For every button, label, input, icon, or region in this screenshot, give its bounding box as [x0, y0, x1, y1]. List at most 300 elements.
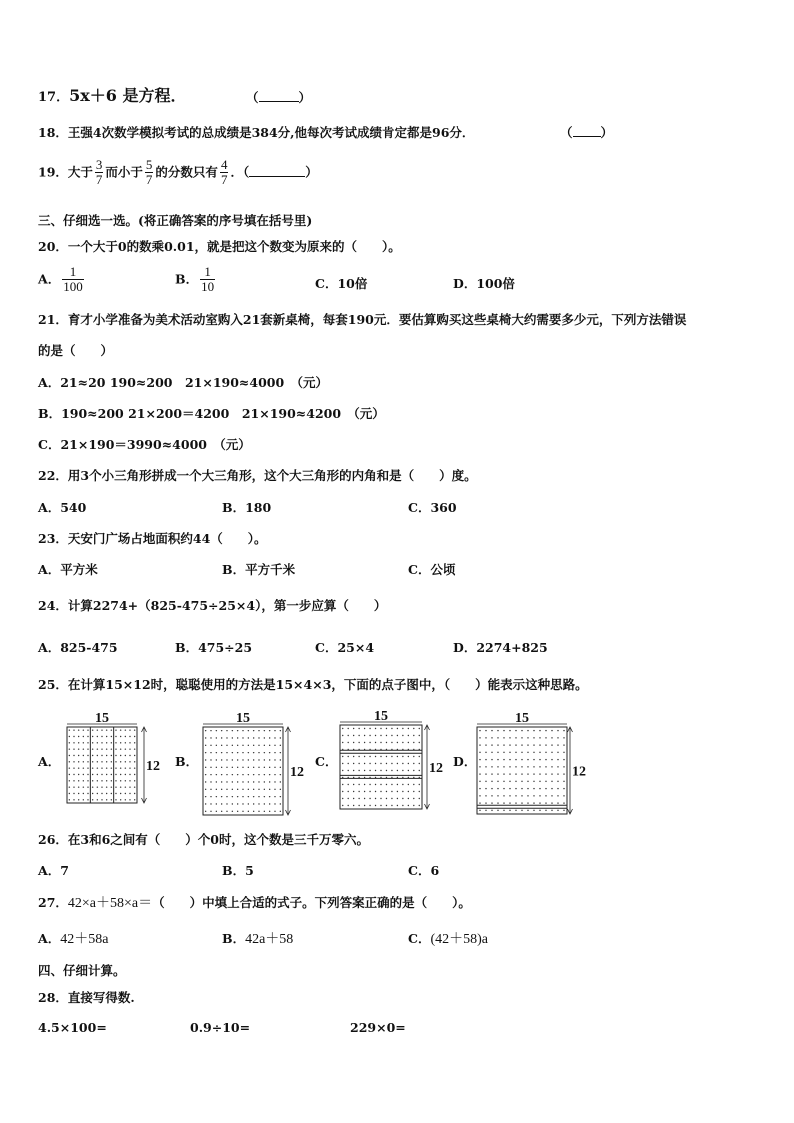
- dot: [106, 748, 107, 749]
- dot: [73, 755, 74, 756]
- dot: [129, 780, 130, 781]
- dot: [69, 729, 70, 730]
- dot: [87, 761, 88, 762]
- dot: [205, 745, 206, 746]
- dot: [237, 811, 238, 812]
- dot: [545, 766, 546, 767]
- dot: [545, 730, 546, 731]
- dot: [221, 811, 222, 812]
- dot: [134, 736, 135, 737]
- dot: [386, 798, 387, 799]
- dot: [258, 774, 259, 775]
- dot: [216, 767, 217, 768]
- dot: [205, 774, 206, 775]
- dot: [83, 729, 84, 730]
- dot: [533, 795, 534, 796]
- dot: [111, 761, 112, 762]
- dot: [248, 789, 249, 790]
- dot: [78, 767, 79, 768]
- dot: [264, 803, 265, 804]
- dot: [258, 737, 259, 738]
- dot: [391, 728, 392, 729]
- dot: [125, 786, 126, 787]
- dot: [380, 784, 381, 785]
- dot: [497, 766, 498, 767]
- dot: [391, 763, 392, 764]
- dot: [83, 799, 84, 800]
- q23-option-c[interactable]: C．公顷: [408, 562, 456, 577]
- dot: [545, 788, 546, 789]
- dot: [221, 796, 222, 797]
- dot: [106, 736, 107, 737]
- dot: [258, 796, 259, 797]
- dot: [106, 780, 107, 781]
- dot: [402, 728, 403, 729]
- dot: [391, 798, 392, 799]
- dot: [216, 745, 217, 746]
- dot: [533, 737, 534, 738]
- dot: [242, 737, 243, 738]
- dot: [353, 735, 354, 736]
- q24-option-a[interactable]: A．825-475: [38, 640, 118, 655]
- dot: [557, 730, 558, 731]
- q22-option-a[interactable]: A．540: [38, 500, 87, 515]
- dot: [87, 729, 88, 730]
- diagram-border: [477, 727, 567, 814]
- dot: [397, 735, 398, 736]
- dot: [78, 761, 79, 762]
- dot: [69, 774, 70, 775]
- dot: [69, 736, 70, 737]
- diagram-border: [340, 725, 422, 809]
- dot: [69, 793, 70, 794]
- dot: [485, 781, 486, 782]
- q26-option-a[interactable]: A．7: [38, 863, 69, 878]
- dot: [129, 742, 130, 743]
- dot: [503, 810, 504, 811]
- dot: [539, 773, 540, 774]
- q18-answer-blank[interactable]: （ ）: [560, 125, 614, 140]
- dot: [408, 735, 409, 736]
- dot: [419, 770, 420, 771]
- dot: [563, 737, 564, 738]
- q18-text: 18．王强4次数学模拟考试的总成绩是384分,他每次考试成绩肯定都是96分．: [38, 125, 475, 140]
- dot: [253, 767, 254, 768]
- dot: [413, 742, 414, 743]
- dot: [479, 744, 480, 745]
- dot: [353, 791, 354, 792]
- dot: [205, 759, 206, 760]
- dot: [375, 742, 376, 743]
- q22-option-c[interactable]: C．360: [408, 500, 457, 515]
- dot: [563, 766, 564, 767]
- dot: [551, 752, 552, 753]
- dot: [87, 742, 88, 743]
- q25-option-d-label[interactable]: D．: [453, 754, 477, 769]
- dot: [101, 748, 102, 749]
- dot: [503, 730, 504, 731]
- dot: [386, 742, 387, 743]
- dot: [92, 780, 93, 781]
- dot: [78, 736, 79, 737]
- dot: [73, 786, 74, 787]
- dot: [83, 742, 84, 743]
- dot: [83, 761, 84, 762]
- question-24: 24．计算2274+（825-475÷25×4），第一步应算（ ）: [38, 598, 387, 613]
- dot: [364, 791, 365, 792]
- dot: [509, 744, 510, 745]
- dot: [134, 780, 135, 781]
- dot: [515, 773, 516, 774]
- dot: [503, 788, 504, 789]
- dot: [380, 805, 381, 806]
- dot: [258, 752, 259, 753]
- dot: [353, 770, 354, 771]
- dot: [115, 786, 116, 787]
- dot: [485, 752, 486, 753]
- dot: [563, 744, 564, 745]
- q20-option-c[interactable]: C．10倍: [315, 276, 368, 291]
- dot: [210, 759, 211, 760]
- dot: [375, 770, 376, 771]
- dot: [342, 770, 343, 771]
- dot: [87, 755, 88, 756]
- dot: [226, 737, 227, 738]
- q19-answer-blank[interactable]: [249, 166, 305, 177]
- dot: [125, 767, 126, 768]
- dot: [248, 745, 249, 746]
- dot: [237, 781, 238, 782]
- q21-option-a[interactable]: A．21≈20 190≈200 21×190≈4000 （元）: [38, 375, 328, 390]
- dot: [364, 735, 365, 736]
- q20-option-a[interactable]: A． $\frac{1}{100}$: [38, 264, 83, 295]
- dot: [375, 784, 376, 785]
- dot: [253, 752, 254, 753]
- dot: [402, 805, 403, 806]
- dot: [539, 781, 540, 782]
- q25-option-b-label[interactable]: B．: [175, 754, 199, 769]
- q23-option-b[interactable]: B．平方千米: [222, 562, 296, 577]
- dot: [111, 799, 112, 800]
- dot: [551, 810, 552, 811]
- dot: [242, 811, 243, 812]
- dot: [551, 730, 552, 731]
- dot: [557, 752, 558, 753]
- dot: [248, 730, 249, 731]
- dot: [509, 730, 510, 731]
- dot: [479, 730, 480, 731]
- dot: [92, 767, 93, 768]
- dot: [485, 773, 486, 774]
- dot: [557, 737, 558, 738]
- dot: [101, 755, 102, 756]
- dot: [216, 796, 217, 797]
- dot: [386, 763, 387, 764]
- dot: [380, 728, 381, 729]
- dot: [509, 810, 510, 811]
- dot: [274, 730, 275, 731]
- dot: [274, 737, 275, 738]
- dot: [386, 728, 387, 729]
- dot: [527, 802, 528, 803]
- dot: [115, 748, 116, 749]
- dot: [515, 781, 516, 782]
- q25-option-a-label[interactable]: A．: [38, 754, 61, 769]
- dot-grid: [479, 730, 564, 811]
- dot: [515, 744, 516, 745]
- dot: [413, 798, 414, 799]
- dot: [539, 737, 540, 738]
- dot: [120, 786, 121, 787]
- dot: [563, 759, 564, 760]
- dot: [232, 737, 233, 738]
- dot: [221, 789, 222, 790]
- q21-option-c[interactable]: C．21×190＝3990≈4000 （元）: [38, 437, 251, 452]
- dot: [226, 774, 227, 775]
- dot: [280, 752, 281, 753]
- dot: [375, 763, 376, 764]
- dot: [348, 784, 349, 785]
- dot: [397, 784, 398, 785]
- dot: [342, 791, 343, 792]
- q27-option-b[interactable]: B．42a＋58: [222, 931, 294, 947]
- dot: [78, 729, 79, 730]
- dot: [515, 788, 516, 789]
- dot: [391, 756, 392, 757]
- dot: [375, 756, 376, 757]
- width-label: 15: [374, 709, 388, 724]
- dot: [369, 784, 370, 785]
- q27-option-c[interactable]: C．(42＋58)a: [408, 931, 488, 947]
- dot: [527, 730, 528, 731]
- dot: [210, 781, 211, 782]
- q17-expression: 5x＋6: [69, 86, 117, 105]
- dot: [106, 799, 107, 800]
- dot: [413, 770, 414, 771]
- dot: [521, 744, 522, 745]
- q20-option-d[interactable]: D．100倍: [453, 276, 515, 291]
- dot: [221, 759, 222, 760]
- dot: [386, 784, 387, 785]
- dot: [78, 780, 79, 781]
- dot: [353, 805, 354, 806]
- dot: [210, 811, 211, 812]
- dot: [353, 763, 354, 764]
- dot: [419, 756, 420, 757]
- q21-option-b[interactable]: B．190≈200 21×200＝4200 21×190≈4200 （元）: [38, 406, 385, 421]
- dot: [545, 795, 546, 796]
- dot: [563, 781, 564, 782]
- dot: [134, 755, 135, 756]
- dot: [353, 728, 354, 729]
- dot: [253, 781, 254, 782]
- dot: [216, 811, 217, 812]
- dot: [237, 737, 238, 738]
- dot: [269, 745, 270, 746]
- dot: [115, 793, 116, 794]
- dot: [115, 774, 116, 775]
- q24-option-b[interactable]: B．475÷25: [175, 640, 253, 655]
- dot: [210, 803, 211, 804]
- dot: [375, 728, 376, 729]
- dot: [69, 786, 70, 787]
- dot: [111, 755, 112, 756]
- q25-option-c-label[interactable]: C．: [315, 754, 338, 769]
- dot: [258, 803, 259, 804]
- dot: [205, 796, 206, 797]
- dot: [551, 759, 552, 760]
- dot: [106, 774, 107, 775]
- dot: [515, 810, 516, 811]
- dot: [242, 752, 243, 753]
- dot: [397, 742, 398, 743]
- dot: [358, 798, 359, 799]
- q20-option-b[interactable]: B． $\frac{1}{10}$: [175, 264, 215, 295]
- dot: [232, 803, 233, 804]
- dot: [205, 781, 206, 782]
- dot-grid: [69, 729, 136, 800]
- dot: [533, 810, 534, 811]
- dot: [111, 748, 112, 749]
- dot: [264, 730, 265, 731]
- dot: [408, 770, 409, 771]
- q27-option-a[interactable]: A．42＋58a: [38, 931, 109, 947]
- q26-option-c[interactable]: C．6: [408, 863, 440, 878]
- dot: [348, 791, 349, 792]
- dot: [545, 752, 546, 753]
- dot: [221, 781, 222, 782]
- dot: [280, 737, 281, 738]
- dot: [120, 793, 121, 794]
- dot: [280, 796, 281, 797]
- dot: [226, 759, 227, 760]
- dot: [205, 767, 206, 768]
- dot: [539, 766, 540, 767]
- dot: [557, 795, 558, 796]
- width-label: 15: [95, 711, 109, 726]
- section-4-heading: 四、仔细计算。: [38, 963, 126, 978]
- dot: [232, 730, 233, 731]
- dot: [503, 781, 504, 782]
- dot: [216, 759, 217, 760]
- dot: [92, 786, 93, 787]
- question-26: 26．在3和6之间有（ ）个0时，这个数是三千万零六。: [38, 832, 369, 847]
- dot: [242, 789, 243, 790]
- dot: [563, 802, 564, 803]
- q24-option-d[interactable]: D．2274+825: [453, 640, 548, 655]
- diagram-border: [67, 727, 137, 803]
- q28-problem-2: 0.9÷10=: [190, 1020, 251, 1035]
- dot: [527, 788, 528, 789]
- dot: [479, 773, 480, 774]
- dot: [391, 742, 392, 743]
- dot: [479, 781, 480, 782]
- q26-option-b[interactable]: B．5: [222, 863, 254, 878]
- dot: [97, 786, 98, 787]
- q24-option-c[interactable]: C．25×4: [315, 640, 375, 655]
- fraction-5-7: $\frac{5}{7}$: [145, 157, 153, 188]
- dot: [533, 759, 534, 760]
- dot: [545, 802, 546, 803]
- dot: [232, 774, 233, 775]
- dot: [503, 802, 504, 803]
- dot: [402, 784, 403, 785]
- dot: [491, 737, 492, 738]
- dot: [129, 748, 130, 749]
- dot: [375, 805, 376, 806]
- dot: [413, 805, 414, 806]
- dot: [521, 730, 522, 731]
- dot: [101, 729, 102, 730]
- dot: [73, 793, 74, 794]
- dot: [491, 773, 492, 774]
- dot: [258, 781, 259, 782]
- dot: [125, 780, 126, 781]
- question-20: 20．一个大于0的数乘0.01，就是把这个数变为原来的（ ）。: [38, 239, 401, 254]
- dot: [274, 803, 275, 804]
- dot: [413, 784, 414, 785]
- dot: [497, 752, 498, 753]
- dot: [509, 773, 510, 774]
- dot: [120, 755, 121, 756]
- q22-option-b[interactable]: B．180: [222, 500, 272, 515]
- dot: [97, 761, 98, 762]
- q23-option-a[interactable]: A．平方米: [38, 562, 98, 577]
- dot: [221, 730, 222, 731]
- dot: [397, 728, 398, 729]
- dot: [491, 795, 492, 796]
- dot: [134, 742, 135, 743]
- dot: [73, 761, 74, 762]
- dot: [210, 730, 211, 731]
- dot: [509, 752, 510, 753]
- dot: [369, 805, 370, 806]
- dot: [527, 766, 528, 767]
- dot: [101, 774, 102, 775]
- dot: [280, 781, 281, 782]
- dot: [101, 736, 102, 737]
- dot: [83, 755, 84, 756]
- dot: [280, 767, 281, 768]
- dot: [210, 796, 211, 797]
- dot: [253, 730, 254, 731]
- dot: [491, 781, 492, 782]
- dot: [120, 729, 121, 730]
- dot: [269, 767, 270, 768]
- dot: [364, 742, 365, 743]
- fraction-3-7: $\frac{3}{7}$: [95, 157, 103, 188]
- dot: [248, 781, 249, 782]
- dot: [242, 759, 243, 760]
- dot: [375, 798, 376, 799]
- dot: [242, 803, 243, 804]
- dot: [125, 748, 126, 749]
- dot: [342, 763, 343, 764]
- dot: [242, 767, 243, 768]
- dot: [258, 811, 259, 812]
- dot: [210, 774, 211, 775]
- dot: [491, 810, 492, 811]
- dot: [551, 795, 552, 796]
- dot: [353, 742, 354, 743]
- dot: [237, 789, 238, 790]
- dot: [485, 788, 486, 789]
- dot: [237, 730, 238, 731]
- dot: [491, 744, 492, 745]
- q17-answer-blank[interactable]: （ ）: [246, 90, 312, 105]
- dot: [419, 784, 420, 785]
- dot: [115, 767, 116, 768]
